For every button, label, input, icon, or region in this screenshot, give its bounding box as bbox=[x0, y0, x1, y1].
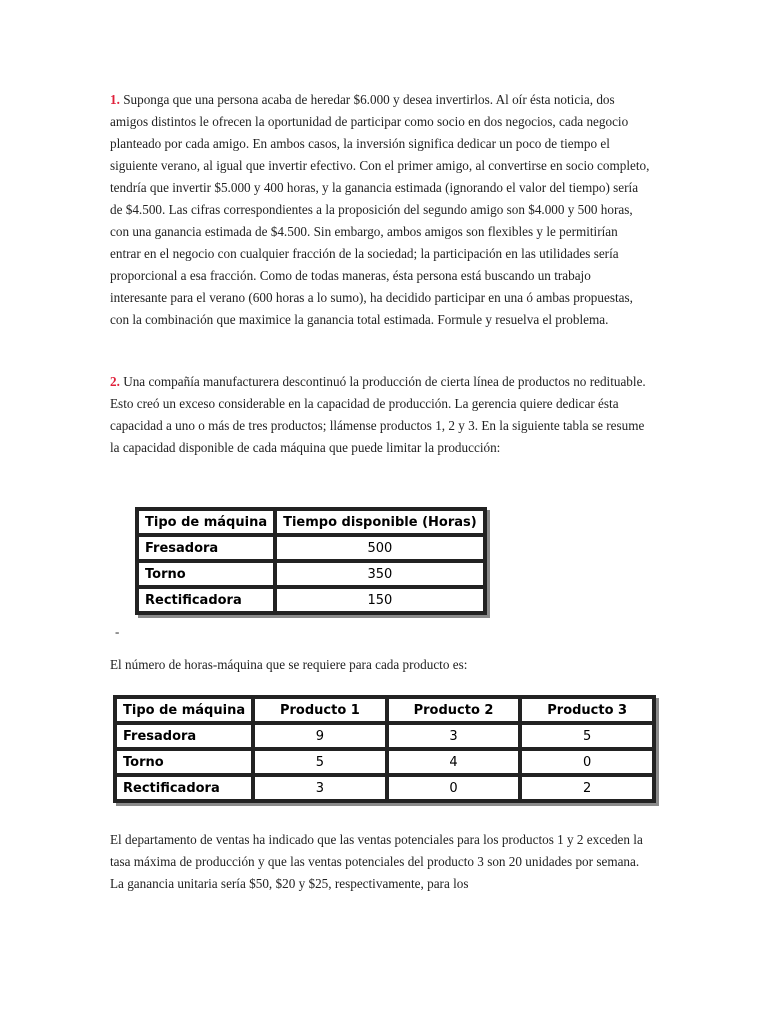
dash-mark: - bbox=[115, 624, 120, 639]
table-cell: Fresadora bbox=[115, 723, 253, 749]
table-cell: 150 bbox=[275, 587, 485, 613]
table-cell: 0 bbox=[387, 775, 521, 801]
table-cell: 2 bbox=[520, 775, 654, 801]
problem-1-number: 1. bbox=[110, 92, 120, 107]
table-row bbox=[137, 587, 485, 613]
problem-2-number: 2. bbox=[110, 374, 120, 389]
table-cell: 4 bbox=[387, 749, 521, 775]
table-cell: 5 bbox=[520, 723, 654, 749]
table-row bbox=[115, 723, 654, 749]
problem-1-text: Suponga que una persona acaba de heredar $6.000 y desea invertirlos. Al oír ésta noticia, dos amigos distintos le ofrecen la oportunidad de participar como socio en dos negocios, cada negocio planteado por cada amigo. En ambos casos, la inversión significa dedicar un poco de tiempo el siguiente verano, al igual que invertir efectivo. Con el primer amigo, al convertirse en socio completo, tendría que invertir $5.000 y 400 horas, y la ganancia estimada (ignorando el valor del tiempo) sería de $4.500. Las cifras correspondientes a la proposición del segundo amigo son $4.000 y 500 horas, con una ganancia estimada de $4.500. Sin embargo, ambos amigos son flexibles y le permitirían entrar en el negocio con cualquier fracción de la sociedad; la participación en las utilidades sería proporcional a esa fracción. Como de todas maneras, ésta persona está buscando un trabajo interesante para el verano (600 horas a lo sumo), ha decidido participar en una ó ambas propuestas, con la combinación que maximice la ganancia total estimada. Formule y resuelva el problema. bbox=[110, 92, 650, 327]
table-cell: 0 bbox=[520, 749, 654, 775]
table-header-row bbox=[115, 697, 654, 723]
table-cell: Torno bbox=[137, 561, 275, 587]
table-cell: 500 bbox=[275, 535, 485, 561]
problem-1-paragraph bbox=[110, 89, 650, 331]
table-2-intro: El número de horas-máquina que se requiere para cada producto es: bbox=[110, 657, 468, 672]
table-header-cell: Producto 3 bbox=[520, 697, 654, 723]
table-header-row bbox=[137, 509, 485, 535]
table-cell: 9 bbox=[253, 723, 387, 749]
machine-capacity-table bbox=[135, 507, 487, 615]
table-row bbox=[115, 775, 654, 801]
table-row bbox=[137, 535, 485, 561]
table-header-cell: Producto 1 bbox=[253, 697, 387, 723]
closing-paragraph: El departamento de ventas ha indicado que las ventas potenciales para los productos 1 y 2 exceden la tasa máxima de producción y que las ventas potenciales del producto 3 son 20 unidades por semana. La ganancia unitaria sería $50, $20 y $25, respectivamente, para los bbox=[110, 832, 643, 891]
table-cell: 3 bbox=[387, 723, 521, 749]
table-row bbox=[137, 561, 485, 587]
table-header-cell: Producto 2 bbox=[387, 697, 521, 723]
table-cell: 350 bbox=[275, 561, 485, 587]
table-cell: 5 bbox=[253, 749, 387, 775]
table-header-cell: Tipo de máquina bbox=[115, 697, 253, 723]
table-cell: Rectificadora bbox=[115, 775, 253, 801]
table-cell: Rectificadora bbox=[137, 587, 275, 613]
problem-2-text: Una compañía manufacturera descontinuó la producción de cierta línea de productos no redituable. Esto creó un exceso considerable en la capacidad de producción. La gerencia quiere dedicar ésta capacidad a uno o más de tres productos; llámense productos 1, 2 y 3. En la siguiente tabla se resume la capacidad disponible de cada máquina que puede limitar la producción: bbox=[110, 374, 646, 455]
table-header-cell: Tiempo disponible (Horas) bbox=[275, 509, 485, 535]
table-header-cell: Tipo de máquina bbox=[137, 509, 275, 535]
table-cell: Torno bbox=[115, 749, 253, 775]
machine-hours-per-product-table bbox=[113, 695, 656, 803]
problem-2-paragraph bbox=[110, 371, 650, 459]
table-cell: Fresadora bbox=[137, 535, 275, 561]
table-row bbox=[115, 749, 654, 775]
table-cell: 3 bbox=[253, 775, 387, 801]
